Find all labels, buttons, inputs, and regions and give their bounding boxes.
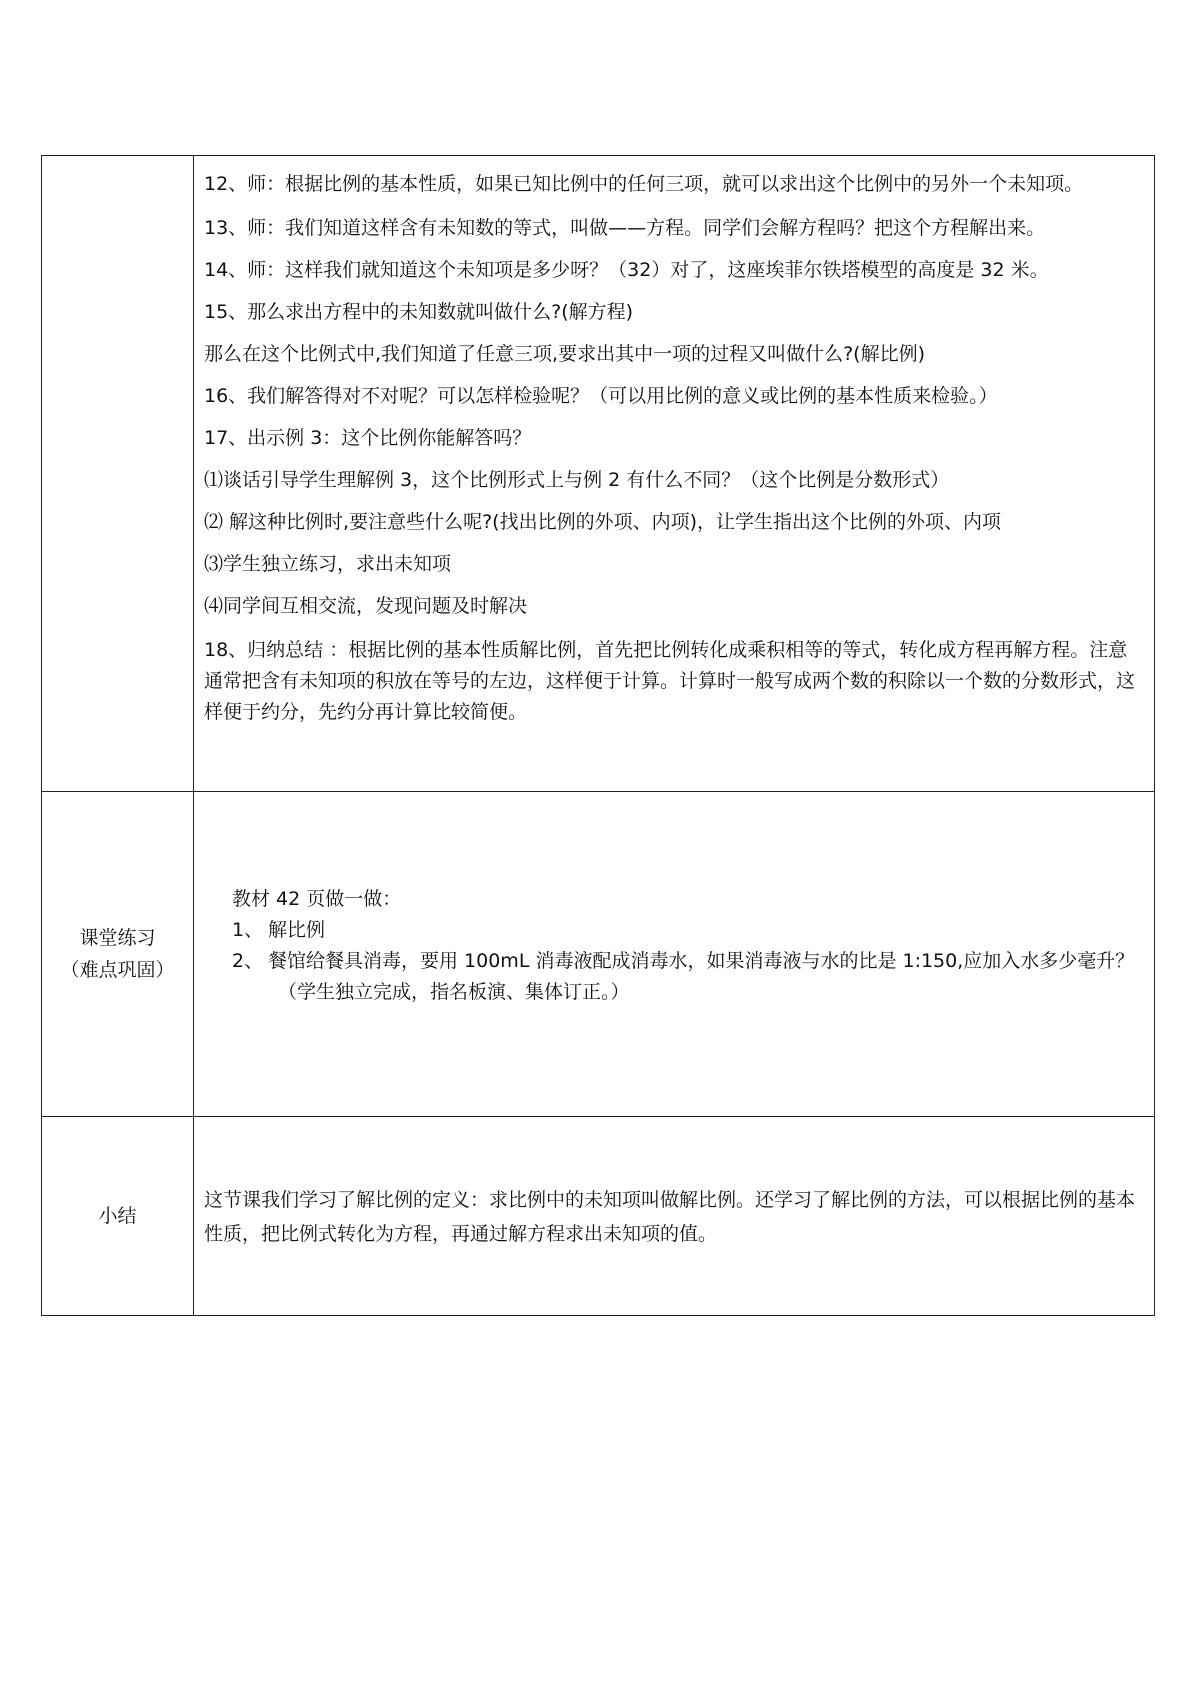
practice-label-cell: [42, 792, 194, 1117]
process-line-17-1: ⑴谈话引导学生理解例 3，这个比例形式上与例 2 有什么不同？（这个比例是分数形式）: [204, 469, 950, 491]
practice-sublabel: （难点巩固）: [60, 959, 175, 981]
process-line-12: 12、师：根据比例的基本性质，如果已知比例中的任何三项，就可以求出这个比例中的另外一个未知项。: [204, 173, 1084, 195]
practice-label: 课堂练习: [79, 927, 156, 949]
process-line-18: 18、归纳总结 ：根据比例的基本性质解比例，首先把比例转化成乘积相等的等式，转化成方程再解方程。注意通常把含有未知项的积放在等号的左边，这样便于计算。计算时一般写成两个数的积除以一个数的分数形式，这样便于约分，先约分再计算比较简便。: [204, 639, 1136, 723]
process-line-17-3: ⑶学生独立练习，求出未知项: [204, 553, 452, 575]
practice-row: [42, 792, 1155, 1117]
process-line-17-4: ⑷同学间互相交流，发现问题及时解决: [204, 595, 528, 617]
practice-content: [194, 792, 1154, 1008]
process-label-cell: [42, 156, 194, 792]
practice-item-text: 餐馆给餐具消毒，要用 100mL 消毒液配成消毒水，如果消毒液与水的比是 1:150,应加入水多少毫升？: [268, 950, 1135, 972]
process-content: [194, 156, 1154, 728]
process-line-16: 16、我们解答得对不对呢？可以怎样检验呢？（可以用比例的意义或比例的基本性质来检验。）: [204, 385, 998, 407]
practice-item: [232, 915, 1144, 946]
summary-content-cell: [194, 1117, 1155, 1316]
practice-item-text: 解比例: [268, 919, 326, 941]
practice-item: [232, 946, 1144, 977]
summary-label-cell: [42, 1117, 194, 1316]
process-line-15b: 那么在这个比例式中,我们知道了任意三项,要求出其中一项的过程又叫做什么?(解比例): [204, 343, 925, 365]
summary-row: [42, 1117, 1155, 1316]
process-line-13: 13、师：我们知道这样含有未知数的等式，叫做——方程。同学们会解方程吗？把这个方程解出来。: [204, 217, 1046, 239]
process-content-cell: [194, 156, 1155, 792]
summary-label: 小结: [98, 1205, 137, 1227]
process-line-15: 15、那么求出方程中的未知数就叫做什么?(解方程): [204, 301, 634, 323]
lesson-plan-table: [41, 155, 1155, 1316]
summary-content: [194, 1117, 1154, 1251]
practice-item-number: 1、: [232, 919, 264, 941]
process-line-17-2: ⑵ 解这种比例时,要注意些什么呢?(找出比例的外项、内项)，让学生指出这个比例的外项、内项: [204, 511, 1001, 533]
practice-item-number: 2、: [232, 950, 264, 972]
process-line-14: 14、师：这样我们就知道这个未知项是多少呀？（32）对了，这座埃菲尔铁塔模型的高度是 32 米。: [204, 259, 1049, 281]
practice-content-cell: [194, 792, 1155, 1117]
summary-text: 这节课我们学习了解比例的定义：求比例中的未知项叫做解比例。还学习了解比例的方法，可以根据比例的基本性质，把比例式转化为方程，再通过解方程求出未知项的值。: [204, 1189, 1136, 1245]
practice-intro: 教材 42 页做一做：: [232, 888, 402, 910]
teaching-process-row: [42, 156, 1155, 792]
process-line-17: 17、出示例 3：这个比例你能解答吗？: [204, 427, 532, 449]
practice-note: （学生独立完成，指名板演、集体订正。）: [278, 981, 630, 1003]
